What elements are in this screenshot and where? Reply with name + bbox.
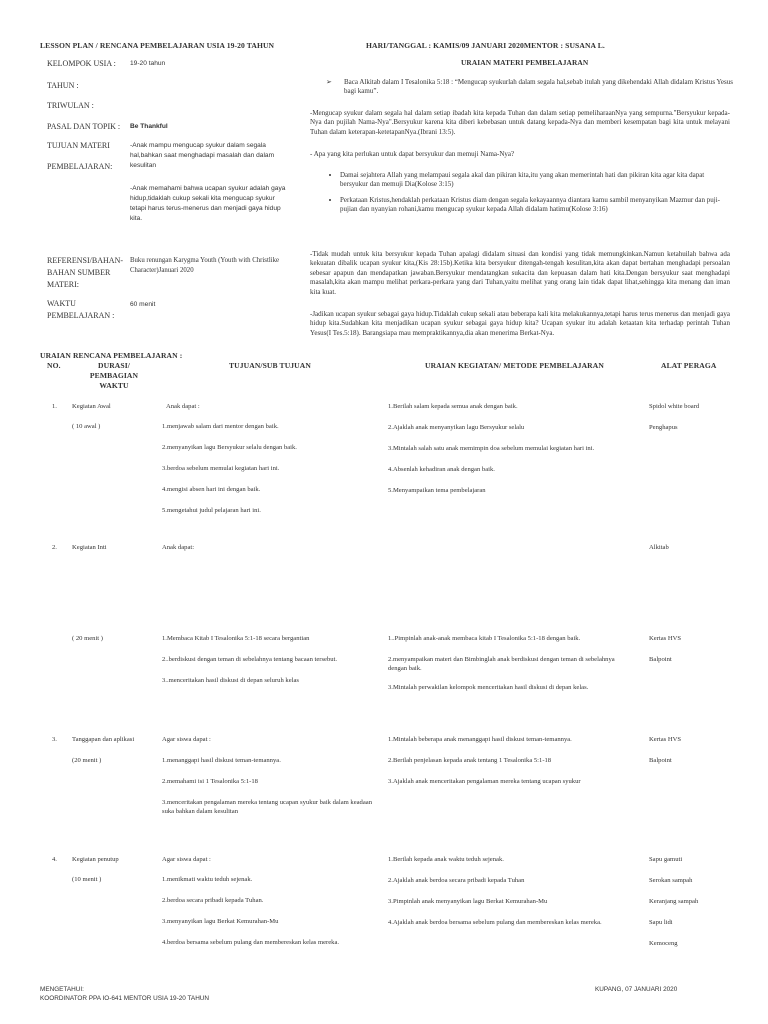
footer-koordinator: KOORDINATOR PPA IO-641 MENTOR USIA 19-20 TAHUN — [40, 995, 210, 1002]
info-value-waktu: 60 menit — [130, 301, 156, 308]
col-durasi: DURASI/ PEMBAGIAN WAKTU — [89, 361, 139, 390]
footer-place-date: KUPANG, 07 JANUARI 2020 — [595, 986, 678, 993]
section-1-activity: Kegiatan Awal — [72, 403, 111, 410]
section-3-tujuan-head: Agar siswa dapat : — [162, 736, 211, 743]
section-4-duration: (10 menit ) — [72, 876, 102, 883]
section-2-uraian-1: 1..Pimpinlah anak-anak membaca kitab I Tesalonika 5:1-18 dengan baik. — [388, 635, 581, 642]
section-1-alat-1: Spidol white board — [649, 403, 700, 410]
section-1-alat-list — [649, 402, 729, 444]
section-2-tujuan-1: 1.Membaca Kitab I Tesalonika 5:1-18 secara bergantian — [162, 635, 310, 642]
section-4-tujuan-2: 2.berdoa secara pribadi kepada Tuhan. — [162, 897, 264, 904]
arrow-bullet-icon: ➢ — [326, 78, 332, 86]
info-label-pasal: PASAL DAN TOPIK : — [47, 122, 121, 131]
section-2-tujuan-3: 3..menceritakan hasil diskusi di depan seluruh kelas — [162, 677, 299, 684]
col-alat: ALAT PERAGA — [661, 361, 717, 370]
verse-text: Baca Alkitab dalam I Tesalonika 5:18 : “Mengucap syukurlah dalam segala hal,sebab itulah yang dikehendaki Allah didalam Kristus Yesus bagi kamu”. — [344, 78, 733, 96]
section-3-uraian-3: 3.Ajaklah anak menceritakan pengalaman mereka tentang ucapan syukur — [388, 778, 581, 785]
section-4-tujuan-head: Agar siswa dapat : — [162, 856, 211, 863]
materi-paragraph-1: -Mengucap syukur dalam segala hal dalam setiap ibadah kita kepada Tuhan dan dalam setiap pemeliharaanNya yang sempurna."Bersyukur kepada-Nya dan pujilah Nama-Nya".Bersyukur karena kita diberi kebebasan untuk datang kepada-Nya dan memberi kesempatan bagi kita untuk melayani Tuhan dalam keterapan-ketetapanNya.(Ibrani 13:5). — [310, 109, 730, 136]
section-2-tujuan-head: Anak dapat: — [162, 544, 195, 551]
info-value-tujuan-1: -Anak mampu mengucap syukur dalam segala hal,bahkan saat menghadapi masalah dan dalam kesulitan — [130, 142, 275, 169]
section-4-no: 4. — [52, 856, 57, 863]
section-2-duration: ( 20 menit ) — [72, 635, 103, 642]
section-3-alat-2: Balpoint — [649, 757, 672, 764]
section-1-uraian-5: 5.Menyampaikan tema pembelajaran — [388, 487, 486, 494]
section-2-alat-head: Alkitab — [649, 544, 669, 551]
section-1-uraian-list — [388, 402, 638, 507]
section-1-tujuan-1: 1.menjawab salam dari mentor dengan baik. — [162, 423, 279, 430]
section-3-tujuan-3: 3.menceritakan pengalaman mereka tentang ucapan syukur baik dalam keadaan suka bahkan dalam kesulitan — [162, 799, 372, 815]
section-1-duration: ( 10 awal ) — [72, 423, 101, 430]
section-2-alat-2: Balpoint — [649, 656, 672, 663]
verse-block — [326, 78, 746, 97]
section-2-uraian-2: 2.menyampaikan materi dan Bimbinglah anak berdiskusi dengan teman di sebelahnya dengan baik. — [388, 656, 615, 672]
section-3-no: 3. — [52, 736, 57, 743]
section-3-uraian-2: 2.Berilah penjelasan kepada anak tentang 1 Tesalonika 5:1-18 — [388, 757, 552, 764]
section-2-tujuan-2: 2..berdiskusi dengan teman di sebelahnya tentang bacaan tersebut. — [162, 656, 338, 663]
plan-title: URAIAN RENCANA PEMBELAJARAN : — [40, 351, 183, 360]
section-1-uraian-2: 2.Ajaklah anak menyanyikan lagu Bersyukur selalu — [388, 424, 525, 431]
section-4-alat-list — [649, 855, 729, 960]
section-1-tujuan-2: 2.menyanyikan lagu Bersyukur selalu dengan baik. — [162, 444, 297, 451]
bullet-item-1: • Damai sejahtera Allah yang melampaui segala akal dan pikiran kita,itu yang akan memerintah hati dan pikiran kita agar kita dapat bersyukur dan memuji Dia(Kolose 3:15) — [340, 171, 730, 190]
section-1-uraian-1: 1.Berilah salam kepada semua anak dengan baik. — [388, 403, 518, 410]
section-1-tujuan-5: 5.mengetahui judul pelajaran hari ini. — [162, 507, 261, 514]
info-label-referensi: REFERENSI/BAHAN-BAHAN SUMBER MATERI: — [47, 256, 124, 289]
info-value-kelompok: 19-20 tahun — [130, 60, 166, 67]
materi-question: - Apa yang kita perlukan untuk dapat bersyukur dan memuji Nama-Nya? — [310, 150, 515, 158]
section-2-alat-list — [649, 634, 729, 676]
section-3-duration: (20 menit ) — [72, 757, 102, 764]
section-4-uraian-list — [388, 855, 628, 939]
section-4-uraian-2: 2.Ajaklah anak berdoa secara pribadi kepada Tuhan — [388, 877, 525, 884]
lesson-plan-title: LESSON PLAN / RENCANA PEMBELAJARAN USIA 19-20 TAHUN — [40, 41, 275, 50]
section-4-activity: Kegiatan penutup — [72, 856, 119, 863]
materi-bullets — [310, 171, 730, 221]
section-1-tujuan-3: 3.berdoa sebelum memulai kegiatan hari ini. — [162, 465, 280, 472]
info-value-topic: Be Thankful — [130, 123, 168, 130]
section-3-tujuan-1: 1.menanggapi hasil diskusi teman-temannya. — [162, 757, 281, 764]
section-2-alat-1: Kertas HVS — [649, 635, 682, 642]
col-no: NO. — [47, 361, 61, 370]
section-3-tujuan-list — [162, 756, 377, 828]
materi-paragraph-3: -Jadikan ucapan syukur sebagai gaya hidup.Tidaklah cukup sekali atau beberapa kali kita melakukannya,tetapi harus terus menerus dan menjadi gaya hidup kita.Sudahkan kita menjadikan ucapan syukur sebagai gaya hidup kita? Ucapan syukur itu adalah ketaatan kita terhadap perintah Tuhan Yesus(I Tes.5:18). Barangsiapa mau mempraktikannya,dia akan menerima Berkat-Nya. — [310, 310, 730, 337]
section-1-no: 1. — [52, 403, 57, 410]
date-mentor-header: HARI/TANGGAL : KAMIS/09 JANUARI 2020MENTOR : SUSANA L. — [366, 41, 605, 50]
section-4-uraian-3: 3.Pimpinlah anak menyanyikan lagu Berkat Kemurahan-Mu — [388, 898, 548, 905]
section-1-uraian-4: 4.Absenlah kehadiran anak dengan baik. — [388, 466, 495, 473]
section-1-tujuan-4: 4.mengisi absen hari ini dengan baik. — [162, 486, 261, 493]
materi-title: URAIAN MATERI PEMBELAJARAN — [461, 58, 589, 67]
bullet-item-2: • Perkataan Kristus,hendaklah perkataan Kristus diam dengan segala kekayaannya diantara kamu sambil menyanyikan Mazmur dan puji-pujian dan nyanyian rohani,kamu mengucap syukur kepada Allah didalam hatimu(Kolose 3:16) — [340, 196, 730, 215]
info-label-tahun: TAHUN : — [47, 81, 79, 90]
section-4-alat-4: Sapu lidi — [649, 919, 673, 926]
section-4-alat-1: Sapu gamuti — [649, 856, 683, 863]
section-4-tujuan-list — [162, 875, 377, 959]
section-3-alat-1: Kertas HVS — [649, 736, 682, 743]
section-3-activity: Tanggapan dan aplikasi — [72, 736, 135, 743]
info-label-pembelajaran: PEMBELAJARAN: — [47, 162, 113, 171]
section-1-alat-2: Penghapus — [649, 424, 678, 431]
section-2-no: 2. — [52, 544, 57, 551]
info-value-referensi: Buku renungan Karygma Youth (Youth with Christlike Character)Januari 2020 — [130, 257, 280, 274]
section-4-tujuan-3: 3.menyanyikan lagu Berkat Kemurahan-Mu — [162, 918, 279, 925]
section-4-uraian-1: 1.Berilah kepada anak waktu teduh sejenak. — [388, 856, 504, 863]
info-label-kelompok: KELOMPOK USIA : — [47, 59, 116, 68]
materi-paragraph-2: -Tidak mudah untuk kita bersyukur kepada Tuhan apalagi didalam situasi dan kondisi yang tidak memungkinkan.Namun ketahuilah bahwa ada kekuatan dibalik ucapan syukur kita,(Kis 28:15b).Ketika kita bersyukur ditengah-tengah kesulitan,kita akan dapat bertahan menghadapi persoalan sebesar apapun dan mendapatkan jawaban.Bersyukur mendatangkan sukacita dan kepuasan dalam hati kita.Dengan bersyukur saat menghadapi masalah,kita akan mampu melihat perkara-perkara yang dari Tuhan,yaitu melihat yang orang lain tidak dapat lihat,sehingga kita menang dan iman kita kuat. — [310, 250, 730, 296]
col-uraian: URAIAN KEGIATAN/ METODE PEMBELAJARAN — [425, 361, 604, 370]
section-4-alat-3: Keranjang sampah — [649, 898, 699, 905]
section-4-alat-5: Kemoceng — [649, 940, 678, 947]
section-3-alat-list — [649, 735, 729, 777]
section-1-tujuan-list — [162, 422, 377, 527]
footer-mengetahui: MENGETAHUI: — [40, 986, 84, 993]
section-3-uraian-list — [388, 735, 638, 798]
section-4-alat-2: Serokan sampah — [649, 877, 693, 884]
section-1-tujuan-head: Anak dapat : — [166, 403, 200, 410]
section-4-tujuan-1: 1.menikmati waktu teduh sejenak. — [162, 876, 253, 883]
section-2-tujuan-list — [162, 634, 382, 697]
col-tujuan: TUJUAN/SUB TUJUAN — [229, 361, 311, 370]
info-label-waktu: WAKTU PEMBELAJARAN : — [47, 299, 115, 320]
info-value-tujuan-2: -Anak memahami bahwa ucapan syukur adalah gaya hidup,tidaklah cukup sekali kita mengucap syukur tetapi harus terus-menerus dan menjadi gaya hidup kita. — [130, 185, 286, 222]
section-2-activity: Kegiatan Inti — [72, 544, 107, 551]
info-label-triwulan: TRIWULAN : — [47, 101, 94, 110]
section-3-tujuan-2: 2.memahami isi 1 Tesalonika 5:1-18 — [162, 778, 258, 785]
section-3-uraian-1: 1.Mintalah beberapa anak menanggapi hasil diskusi teman-temannya. — [388, 736, 572, 743]
section-4-uraian-4: 4.Ajaklah anak berdoa bersama sebelum pulang dan membereskan kelas mereka. — [388, 919, 602, 926]
section-2-uraian-3: 3.Mintalah perwakilan kelompok menceritakan hasil diskusi di depan kelas. — [388, 684, 589, 691]
info-label-tujuan: TUJUAN MATERI — [47, 141, 110, 150]
section-1-uraian-3: 3.Mintalah salah satu anak memimpin doa sebelum memulai kegiatan hari ini. — [388, 445, 595, 452]
section-2-uraian-list — [388, 634, 628, 692]
section-4-tujuan-4: 4.berdoa bersama sebelum pulang dan membereskan kelas mereka. — [162, 939, 340, 946]
